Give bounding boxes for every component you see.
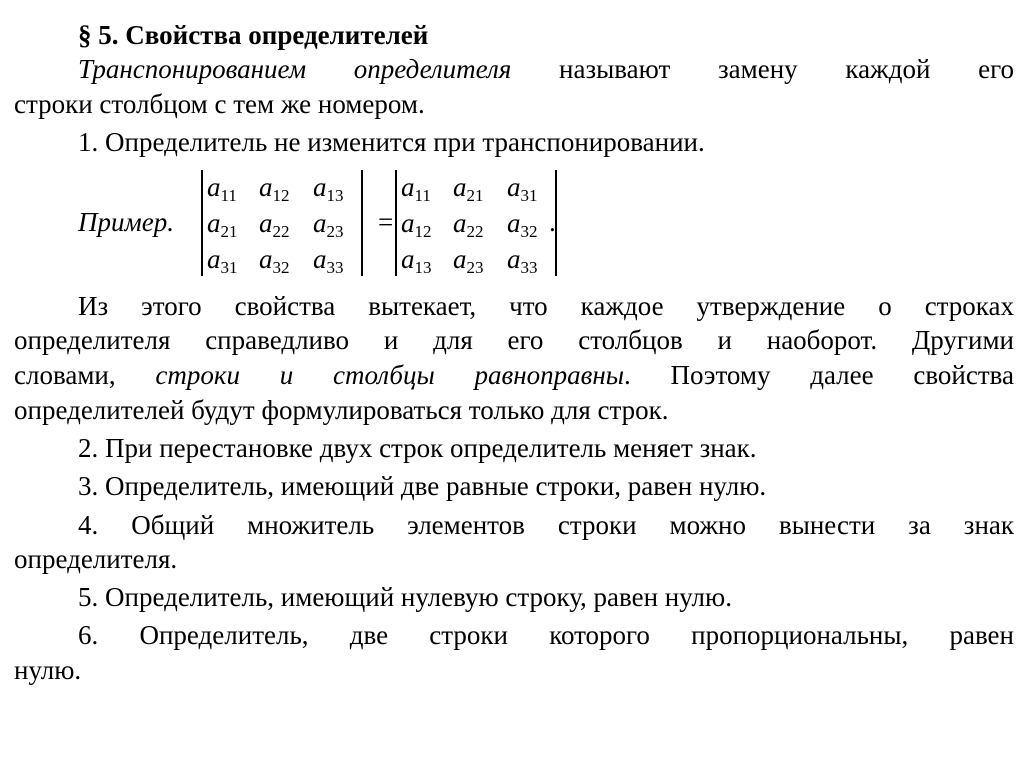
left-det-entry	[259, 242, 290, 276]
entry-symbol: a	[453, 208, 467, 238]
right-det-entry	[453, 206, 484, 240]
entry-subscript: 32	[520, 222, 538, 241]
property-1: 1. Определитель не изменится при транспонировании.	[78, 127, 705, 157]
left-det-entry	[207, 170, 237, 204]
determinant-example	[78, 168, 678, 278]
entry-symbol: a	[507, 244, 521, 274]
left-det-entry	[207, 206, 238, 240]
entry-subscript: 13	[414, 258, 432, 277]
equals-sign: =	[378, 207, 394, 237]
left-det-entry	[259, 170, 290, 204]
entry-symbol: a	[313, 208, 327, 238]
entry-subscript: 22	[466, 222, 484, 241]
left-det-entry	[207, 242, 238, 276]
definition-line-2: строки столбцом с тем же номером.	[14, 89, 425, 119]
left-det-right-bar	[361, 170, 363, 276]
entry-subscript: 23	[326, 222, 344, 241]
entry-subscript: 11	[220, 186, 237, 205]
right-det-entry	[401, 242, 432, 276]
entry-symbol: a	[401, 244, 415, 274]
paragraph-emphasis: строки и столбцы равноправны	[155, 360, 625, 390]
entry-symbol: a	[207, 172, 221, 202]
right-det-entry	[507, 170, 538, 204]
property-6-line-1: 6. Определитель, две строки которого пропорциональны, равен	[78, 620, 1014, 650]
entry-symbol: a	[313, 172, 327, 202]
left-det-entry	[313, 242, 344, 276]
entry-subscript: 21	[220, 222, 238, 241]
entry-subscript: 12	[272, 186, 290, 205]
entry-symbol: a	[453, 172, 467, 202]
left-det-entry	[313, 206, 344, 240]
section-heading: § 5. Свойства определителей	[78, 20, 429, 50]
right-det-entry	[401, 206, 432, 240]
left-det-entry	[259, 206, 290, 240]
entry-subscript: 12	[414, 222, 432, 241]
entry-symbol: a	[259, 208, 273, 238]
property-5: 5. Определитель, имеющий нулевую строку, равен нулю.	[78, 582, 732, 612]
property-6-line-2: нулю.	[14, 655, 82, 685]
entry-symbol: a	[259, 244, 273, 274]
example-label: Пример.	[78, 207, 174, 237]
entry-symbol: a	[401, 172, 415, 202]
entry-symbol: a	[259, 172, 273, 202]
entry-subscript: 33	[326, 258, 344, 277]
example-period: .	[549, 207, 556, 237]
right-det-entry	[507, 206, 538, 240]
paragraph-line-3-end: . Поэтому далее свойства	[624, 360, 1015, 390]
entry-symbol: a	[507, 208, 521, 238]
entry-subscript: 23	[466, 258, 484, 277]
left-det-entry	[313, 170, 344, 204]
definition-line-1	[78, 52, 1014, 86]
entry-symbol: a	[507, 172, 521, 202]
right-det-entry	[507, 242, 538, 276]
entry-subscript: 21	[466, 186, 484, 205]
entry-subscript: 32	[272, 258, 290, 277]
entry-symbol: a	[313, 244, 327, 274]
definition-term: Транспонированием определителя	[78, 54, 512, 84]
entry-subscript: 33	[520, 258, 538, 277]
entry-subscript: 31	[520, 186, 538, 205]
property-3: 3. Определитель, имеющий две равные строки, равен нулю.	[78, 471, 767, 501]
paragraph-line-4: определителей будут формулироваться только для строк.	[14, 395, 669, 425]
entry-symbol: a	[453, 244, 467, 274]
entry-symbol: a	[207, 244, 221, 274]
property-4-line-2: определителя.	[14, 544, 178, 574]
property-4-line-1: 4. Общий множитель элементов строки можно вынести за знак	[78, 510, 1014, 540]
entry-subscript: 11	[414, 186, 431, 205]
right-det-entry	[401, 170, 431, 204]
paragraph-line-1: Из этого свойства вытекает, что каждое утверждение о строках	[78, 291, 1014, 321]
right-det-entry	[453, 242, 484, 276]
paragraph-line-3-start: словами,	[14, 360, 156, 390]
right-det-left-bar	[395, 170, 397, 276]
paragraph-line-3	[14, 358, 1014, 392]
left-det-left-bar	[201, 170, 203, 276]
entry-symbol: a	[401, 208, 415, 238]
entry-symbol: a	[207, 208, 221, 238]
entry-subscript: 13	[326, 186, 344, 205]
entry-subscript: 31	[220, 258, 238, 277]
paragraph-line-2: определителя справедливо и для его столбцов и наоборот. Другими	[14, 325, 1014, 355]
definition-rest: называют замену каждой его	[511, 54, 1014, 84]
right-det-entry	[453, 170, 484, 204]
property-2: 2. При перестановке двух строк определитель меняет знак.	[78, 433, 757, 463]
entry-subscript: 22	[272, 222, 290, 241]
